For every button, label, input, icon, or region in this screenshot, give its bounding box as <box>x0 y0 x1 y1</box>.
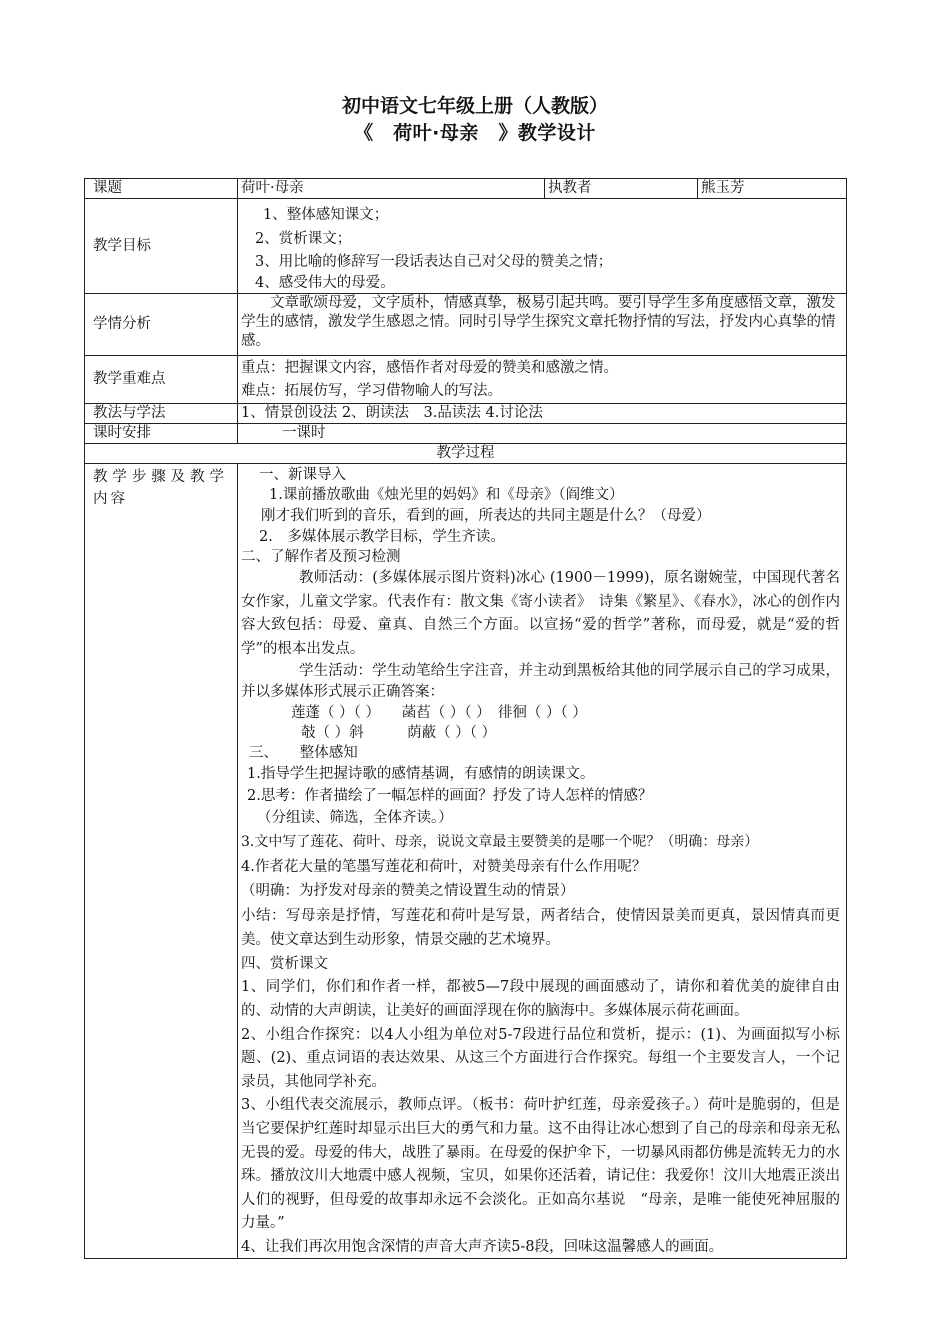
section-heading: 四、赏析课文 <box>241 956 328 973</box>
goal-item: 3、用比喻的修辞写一段话表达自己对父母的赞美之情； <box>255 254 613 270</box>
process-paragraph: 教师活动：(多媒体展示图片资料)冰心 (1900－1999)，原名谢婉莹，中国现代著名女作家，儿童文学家。代表作有：散文集《寄小读者》 诗集《繁星》、《春水》，冰心的创作内容大致包括：母爱、童真、自然三个方面。以宣扬“爱的哲学”著称，而母爱，就是“爱的哲学”的根本出发点。 <box>241 570 840 657</box>
section-heading: 三、 整体感知 <box>249 745 358 762</box>
analysis-row <box>85 294 847 356</box>
steps-label-text: 教学步骤及教学内容 <box>93 469 227 507</box>
goals-row <box>85 199 847 294</box>
methods-row <box>85 404 847 424</box>
key-points-label: 教学重难点 <box>85 356 238 404</box>
schedule-label: 课时安排 <box>85 424 238 444</box>
goals-label: 教学目标 <box>85 199 238 294</box>
key-points-row <box>85 356 847 404</box>
process-line: 刚才我们听到的音乐，看到的画，所表达的共同主题是什么？（母爱） <box>261 508 711 524</box>
goal-item: 1、整体感知课文； <box>263 207 389 223</box>
lesson-plan-table <box>84 178 847 1259</box>
process-line: 1.指导学生把握诗歌的感情基调，有感情的朗读课文。 <box>247 766 595 783</box>
process-paragraph: 2、小组合作探究：以4人小组为单位对5-7段进行品位和赏析，提示：(1)、为画面拟写小标题、(2)、重点词语的表达效果、从这三个方面进行合作探究。每组一个主要发言人，一个记录员，其他同学补充。 <box>241 1026 840 1090</box>
process-paragraph: 1、同学们，你们和作者一样，都被5—7段中展现的画面感动了，请你和着优美的旋律自由的、动情的大声朗读，让美好的画面浮现在你的脑海中。多媒体展示荷花画面。 <box>241 979 840 1019</box>
steps-label <box>85 464 238 1259</box>
process-line: 2. 多媒体展示教学目标，学生齐读。 <box>259 529 505 545</box>
schedule-text: 一课时 <box>282 425 326 441</box>
document-title: 初中语文七年级上册（人教版） <box>341 95 608 117</box>
process-paragraph: 3、小组代表交流展示，教师点评。（板书：荷叶护红莲，母亲爱孩子。）荷叶是脆弱的，但是当它要保护红莲时却显示出巨大的勇气和力量。这不由得让冰心想到了自己的母亲和母亲无私无畏的爱。母爱的伟大，战胜了暴雨。在母爱的保护伞下，一切暴风雨都仿佛是流转无力的水珠。播放汶川大地震中感人视频，宝贝，如果你还活着，请记住：我爱你！汶川大地震正淡出人们的视野，但母爱的故事却永远不会淡化。正如高尔基说 “母亲，是唯一能使死神屈服的力量。” <box>241 1097 840 1232</box>
section-heading: 一、新课导入 <box>259 467 346 483</box>
process-header-row <box>85 444 847 464</box>
process-line: 2.思考：作者描绘了一幅怎样的画面？抒发了诗人怎样的情感？ <box>247 788 653 805</box>
key-points-content <box>238 356 847 404</box>
process-line: （明确：为抒发对母亲的赞美之情设置生动的情景） <box>241 883 575 900</box>
analysis-text: 文章歌颂母爱，文字质朴，情感真挚，极易引起共鸣。要引导学生多角度感悟文章，激发学生的感情，激发学生感恩之情。同时引导学生探究文章托物抒情的写法，抒发内心真挚的情感。 <box>241 295 836 349</box>
process-paragraph: 4、让我们再次用饱含深情的声音大声齐读5-8段，回味这温馨感人的画面。 <box>241 1238 724 1255</box>
process-line: （分组读、筛选，全体齐读。） <box>257 810 453 827</box>
topic-row <box>85 179 847 199</box>
analysis-label: 学情分析 <box>85 294 238 356</box>
goal-item: 4、感受伟大的母爱。 <box>255 275 395 291</box>
methods-label: 教法与学法 <box>85 404 238 424</box>
difficulty-text: 难点：拓展仿写，学习借物喻人的写法。 <box>241 383 502 399</box>
methods-content: 1、情景创设法 2、朗读法 3.品读法 4.讨论法 <box>238 404 847 424</box>
pinyin-line: 莲蓬（ ）（ ） 菡萏（ ）（ ） 徘徊（ ）（ ） <box>291 705 587 722</box>
schedule-row <box>85 424 847 444</box>
section-heading: 二、了解作者及预习检测 <box>241 549 401 565</box>
goal-item: 2、赏析课文； <box>255 231 352 247</box>
process-paragraph: 小结：写母亲是抒情，写莲花和荷叶是写景，两者结合，使情因景美而更真，景因情真而更美。使文章达到生动形象，情景交融的艺术境界。 <box>241 908 840 949</box>
topic-label: 课题 <box>85 179 238 199</box>
schedule-content <box>238 424 847 444</box>
goals-content <box>238 199 847 294</box>
process-line: 1.课前播放歌曲《烛光里的妈妈》和《母亲》（阎维文） <box>269 487 624 503</box>
process-line: 3.文中写了莲花、荷叶、母亲，说说文章最主要赞美的是哪一个呢？（明确：母亲） <box>241 834 759 851</box>
teacher-label: 执教者 <box>545 179 698 199</box>
process-content <box>238 464 847 1259</box>
process-row <box>85 464 847 1259</box>
process-line: 4.作者花大量的笔墨写莲花和荷叶，对赞美母亲有什么作用呢？ <box>241 859 647 876</box>
analysis-content <box>238 294 847 356</box>
document-subtitle: 《 荷叶·母亲 》教学设计 <box>354 122 596 144</box>
pinyin-line: 攲（ ）斜 荫蔽（ ）（ ） <box>301 725 497 742</box>
process-header: 教学过程 <box>85 444 847 464</box>
focus-text: 重点：把握课文内容，感悟作者对母爱的赞美和感激之情。 <box>241 360 618 376</box>
teacher-value: 熊玉芳 <box>698 179 847 199</box>
process-paragraph: 学生活动：学生动笔给生字注音，并主动到黑板给其他的同学展示自己的学习成果，并以多媒体形式展示正确答案： <box>241 663 840 701</box>
topic-value: 荷叶·母亲 <box>238 179 545 199</box>
